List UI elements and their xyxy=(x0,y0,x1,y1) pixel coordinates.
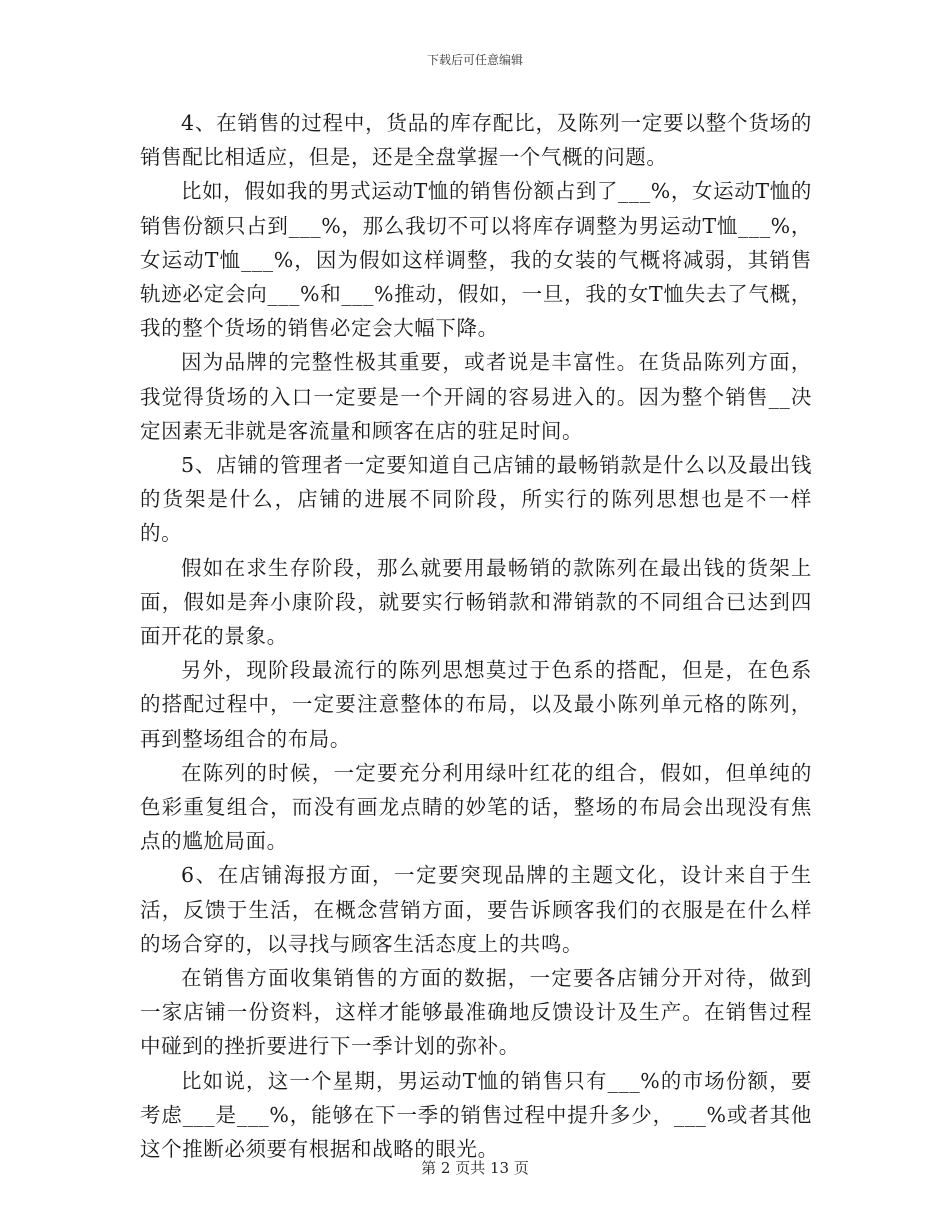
paragraph: 比如说，这一个星期，男运动T恤的销售只有___%的市场份额，要考虑___是___%，能够在下一季的销售过程中提升多少，___%或者其他这个推断必须要有根据和战略的眼光。 xyxy=(140,1068,812,1162)
paragraph: 另外，现阶段最流行的陈列思想莫过于色系的搭配，但是，在色系的搭配过程中，一定要注意整体的布局，以及最小陈列单元格的陈列，再到整场组合的布局。 xyxy=(140,658,812,751)
page-number: 第 2 页共 13 页 xyxy=(421,1159,529,1177)
paragraph: 因为品牌的完整性极其重要，或者说是丰富性。在货品陈列方面，我觉得货场的入口一定要是一个开阔的容易进入的。因为整个销售__决定因素无非就是客流量和顾客在店的驻足时间。 xyxy=(140,350,812,443)
paragraph: 5、店铺的管理者一定要知道自己店铺的最畅销款是什么以及最出钱的货架是什么，店铺的进展不同阶段，所实行的陈列思想也是不一样的。 xyxy=(140,453,812,546)
paragraph: 4、在销售的过程中，货品的库存配比，及陈列一定要以整个货场的销售配比相适应，但是，还是全盘掌握一个气概的问题。 xyxy=(140,111,812,170)
paragraph: 假如在求生存阶段，那么就要用最畅销的款陈列在最出钱的货架上面，假如是奔小康阶段，就要实行畅销款和滞销款的不同组合已达到四面开花的景象。 xyxy=(140,555,812,649)
document-body xyxy=(140,106,812,1166)
paragraph: 比如，假如我的男式运动T恤的销售份额占到了___%，女运动T恤的销售份额只占到___%，那么我切不可以将库存调整为男运动T恤___%，女运动T恤___%，因为假如这样调整，我的女装的气概将减弱，其销售轨迹必定会向___%和___%推动，假如，一旦，我的女T恤失去了气概，我的整个货场的销售必定会大幅下降。 xyxy=(140,179,812,341)
page-header: 下载后可任意编辑 xyxy=(426,53,523,67)
paragraph: 6、在店铺海报方面，一定要突现品牌的主题文化，设计来自于生活，反馈于生活，在概念营销方面，要告诉顾客我们的衣服是在什么样的场合穿的，以寻找与顾客生活态度上的共鸣。 xyxy=(140,863,812,956)
paragraph: 在陈列的时候，一定要充分利用绿叶红花的组合，假如，但单纯的色彩重复组合，而没有画龙点睛的妙笔的话，整场的布局会出现没有焦点的尴尬局面。 xyxy=(140,760,812,854)
paragraph: 在销售方面收集销售的方面的数据，一定要各店铺分开对待，做到一家店铺一份资料，这样才能够最准确地反馈设计及生产。在销售过程中碰到的挫折要进行下一季计划的弥补。 xyxy=(140,966,812,1059)
